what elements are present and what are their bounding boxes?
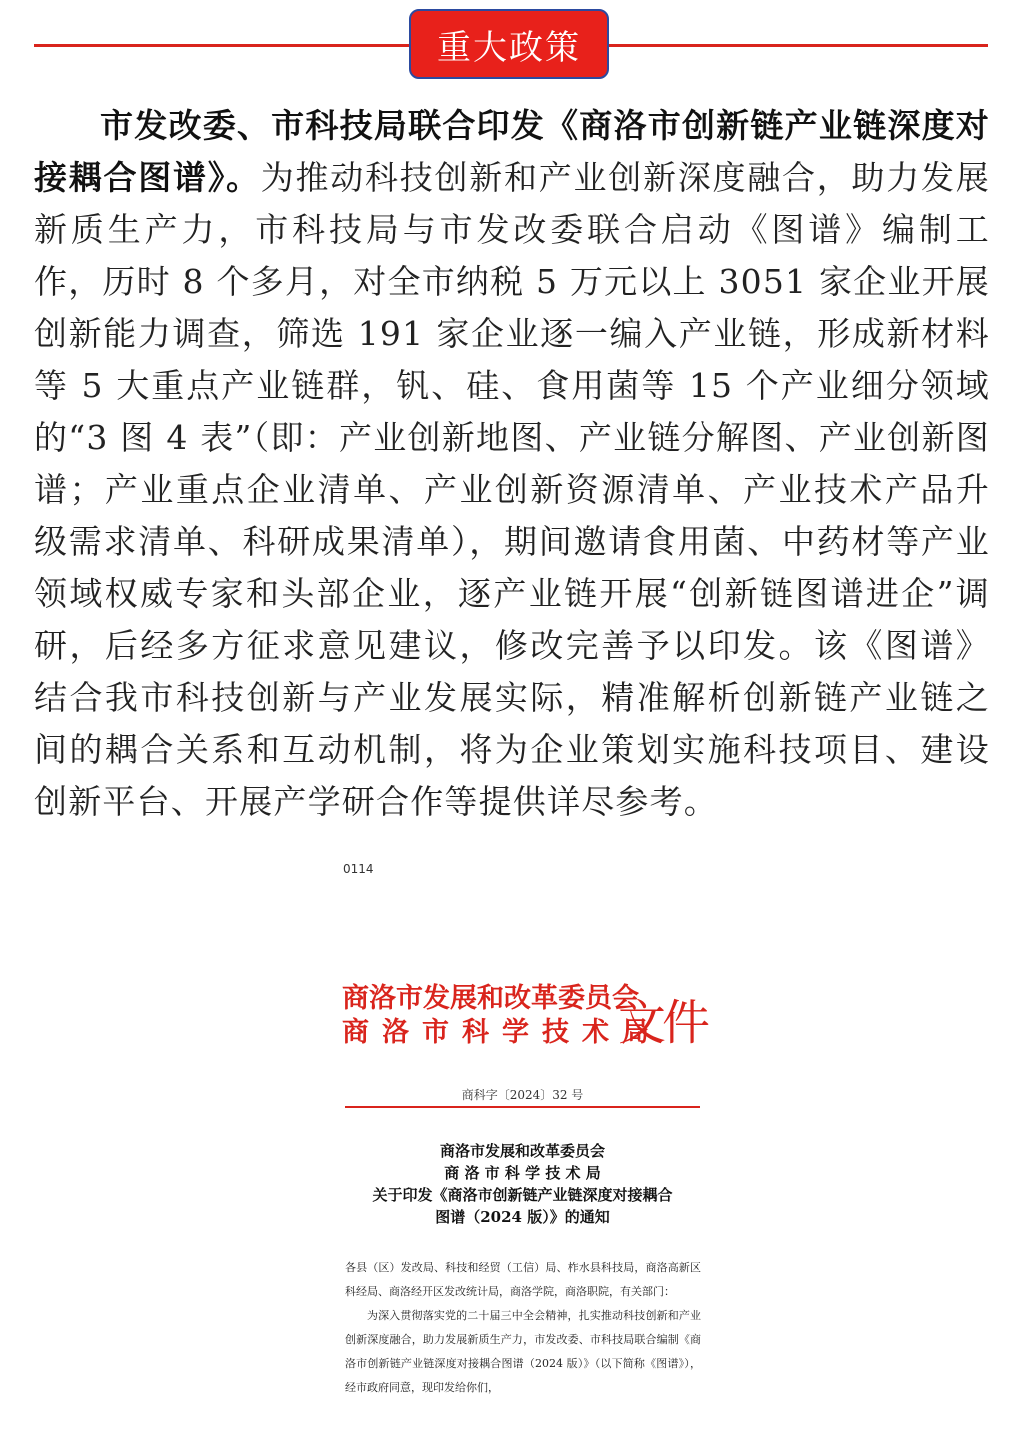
article-paragraph xyxy=(34,100,990,828)
masthead-line-1: 商洛市发展和改革委员会 xyxy=(342,983,639,1014)
masthead-line-2: 商洛市科学技术局 xyxy=(342,1017,662,1048)
article-body: 为推动科技创新和产业创新深度融合，助力发展新质生产力，市科技局与市发改委联合启动《图谱》编制工作，历时 8 个多月，对全市纳税 5 万元以上 3051 家企业开展创新能力调查，筛选 191 家企业逐一编入产业链，形成新材料等 5 大重点产业链群，钒、硅、食用菌等 15 个产业细分领域的“3 图 4 表”（即：产业创新地图、产业链分解图、产业创新图谱；产业重点企业清单、产业创新资源清单、产业技术产品升级需求清单、科研成果清单），期间邀请食用菌、中药材等产业领域权威专家和头部企业，逐产业链开展“创新链图谱进企”调研，后经多方征求意见建议，修改完善予以印发。该《图谱》结合我市科技创新与产业发展实际，精准解析创新链产业链之间的耦合关系和互动机制，将为企业策划实施科技项目、建设创新平台、开展产学研合作等提供详尽参考。 xyxy=(34,158,990,821)
document-masthead xyxy=(342,976,722,1051)
notice-title xyxy=(345,1140,700,1228)
section-badge-label: 重大政策 xyxy=(437,27,581,68)
header-rule-left xyxy=(34,44,412,47)
reference-number: 商科字〔2024〕32 号 xyxy=(461,1088,584,1102)
notice-paragraph: 为深入贯彻落实党的二十届三中全会精神，扎实推动科技创新和产业创新深度融合，助力发展新质生产力，市发改委、市科技局联合编制《商洛市创新链产业链深度对接耦合图谱（2024 版）》（以下简称《图谱》），经市政府同意，现印发给你们， xyxy=(345,1309,701,1394)
notice-recipients: 各县（区）发改局、科技和经贸（工信）局、柞水县科技局，商洛高新区科经局、商洛经开区发改统计局，商洛学院，商洛职院，有关部门： xyxy=(345,1261,701,1298)
article-lead: 市发改委、市科技局联合印发《商洛市创新链产业链深度对接耦合图谱》。 xyxy=(34,106,990,197)
notice-title-line: 商洛市发展和改革委员会 xyxy=(439,1142,605,1160)
reference-rule xyxy=(345,1106,700,1108)
notice-title-line: 关于印发《商洛市创新链产业链深度对接耦合 xyxy=(372,1186,673,1204)
notice-body xyxy=(345,1256,701,1400)
masthead-suffix: 文件 xyxy=(618,995,707,1051)
notice-title-line: 商 洛 市 科 学 技 术 局 xyxy=(444,1164,601,1182)
header-rule-right xyxy=(606,44,988,47)
section-badge xyxy=(409,9,609,79)
notice-title-line: 图谱（2024 版）》的通知 xyxy=(435,1208,610,1226)
scan-page-number: 0114 xyxy=(343,862,374,876)
